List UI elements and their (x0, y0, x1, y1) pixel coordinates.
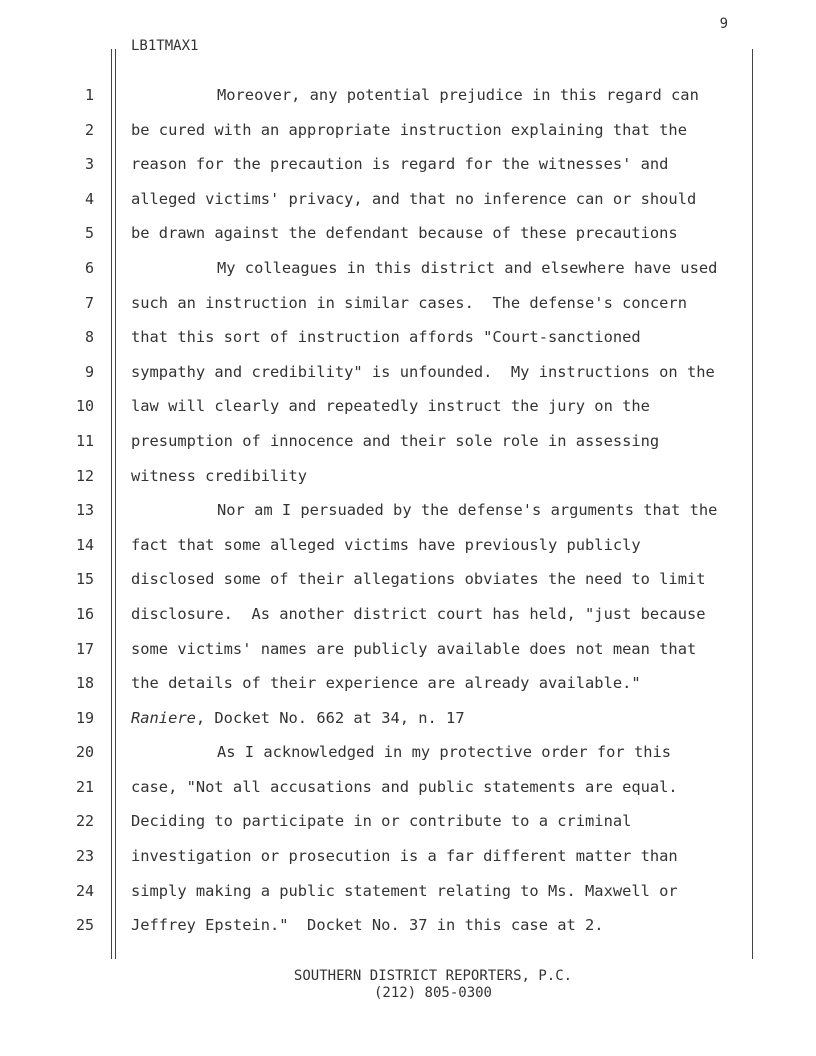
line-number: 20 (75, 743, 94, 762)
line-number: 21 (75, 777, 94, 796)
line-number: 10 (75, 397, 94, 416)
transcript-line: sympathy and credibility" is unfounded. My instructions on the (131, 362, 715, 381)
line-number: 16 (75, 604, 94, 623)
transcript-line: the details of their experience are already available." (131, 674, 641, 693)
line-number: 3 (84, 155, 94, 174)
left-margin-rule-outer (111, 49, 112, 959)
transcript-line: disclosed some of their allegations obviates the need to limit (131, 570, 706, 589)
transcript-line: Jeffrey Epstein." Docket No. 37 in this case at 2. (131, 916, 604, 935)
transcript-line: alleged victims' privacy, and that no inference can or should (131, 189, 697, 208)
line-number: 11 (75, 431, 94, 450)
line-number: 19 (75, 708, 94, 727)
line-number: 22 (75, 812, 94, 831)
line-number: 14 (75, 535, 94, 554)
line-number: 8 (84, 328, 94, 347)
line-number: 12 (75, 466, 94, 485)
line-number: 1 (84, 86, 94, 104)
citation-case-name: Raniere (131, 708, 196, 727)
transcript-line: investigation or prosecution is a far different matter than (131, 847, 678, 866)
case-code: LB1TMAX1 (131, 38, 199, 54)
line-number: 5 (84, 224, 94, 243)
transcript-line: Nor am I persuaded by the defense's arguments that the (217, 501, 718, 520)
page-number: 9 (719, 16, 728, 32)
line-number: 13 (75, 501, 94, 520)
line-number: 4 (84, 189, 94, 208)
line-number: 17 (75, 639, 94, 658)
transcript-line: law will clearly and repeatedly instruct the jury on the (131, 397, 650, 416)
transcript-line: presumption of innocence and their sole role in assessing (131, 431, 660, 450)
transcript-line: such an instruction in similar cases. The defense's concern (131, 293, 687, 312)
transcript-line: reason for the precaution is regard for the witnesses' and (131, 155, 669, 174)
transcript-line-citation (131, 701, 746, 736)
transcript-line: that this sort of instruction affords "Court-sanctioned (131, 328, 641, 347)
line-number: 6 (84, 258, 94, 277)
transcript-line: be cured with an appropriate instruction explaining that the (131, 120, 687, 139)
transcript-body (131, 78, 746, 943)
transcript-line: My colleagues in this district and elsewhere have used (217, 258, 718, 277)
line-number: 7 (84, 293, 94, 312)
transcript-line: Deciding to participate in or contribute to a criminal (131, 812, 632, 831)
transcript-line: fact that some alleged victims have previously publicly (131, 535, 641, 554)
page-footer (0, 968, 816, 1002)
transcript-line: some victims' names are publicly available does not mean that (131, 639, 697, 658)
reporter-phone: (212) 805-0300 (373, 985, 492, 1001)
transcript-line: simply making a public statement relating to Ms. Maxwell or (131, 881, 678, 900)
transcript-line: witness credibility (131, 466, 308, 485)
reporter-name: SOUTHERN DISTRICT REPORTERS, P.C. (293, 968, 573, 984)
line-number: 9 (84, 362, 94, 381)
transcript-line: disclosure. As another district court has held, "just because (131, 604, 706, 623)
line-number: 2 (84, 120, 94, 139)
line-number-column (60, 78, 94, 943)
line-number: 23 (75, 847, 94, 866)
transcript-line: As I acknowledged in my protective order for this (217, 743, 672, 762)
line-number: 25 (75, 916, 94, 935)
right-margin-rule (752, 49, 753, 959)
line-number: 18 (75, 674, 94, 693)
transcript-line: be drawn against the defendant because of these precautions (131, 224, 678, 243)
line-number: 15 (75, 570, 94, 589)
transcript-line: Moreover, any potential prejudice in this regard can (217, 86, 699, 104)
citation-reference: , Docket No. 662 at 34, n. 17 (195, 708, 465, 727)
transcript-line: case, "Not all accusations and public statements are equal. (131, 777, 678, 796)
line-number: 24 (75, 881, 94, 900)
left-margin-rule-inner (115, 49, 116, 959)
